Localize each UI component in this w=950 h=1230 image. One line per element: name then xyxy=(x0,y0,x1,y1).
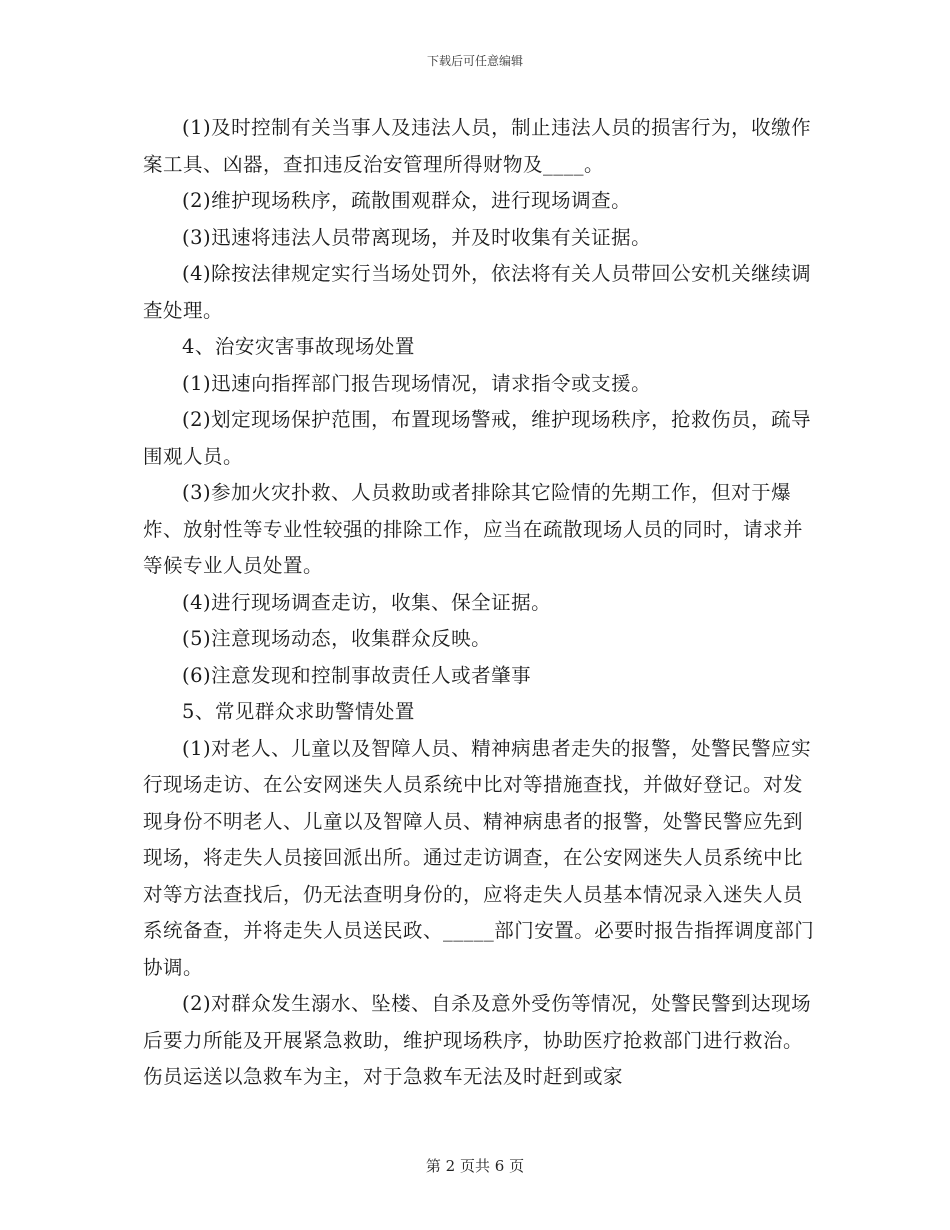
paragraph-9: (4)进行现场调查走访，收集、保全证据。 xyxy=(182,590,552,614)
paragraph-8: (3)参加火灾扑救、人员救助或者排除其它险情的先期工作，但对于爆炸、放射性等专业性较强的排除工作，应当在疏散现场人员的同时，请求并等候专业人员处置。 xyxy=(143,481,804,577)
document-body xyxy=(143,110,818,1096)
paragraph-2: (2)维护现场秩序，疏散围观群众，进行现场调查。 xyxy=(182,189,632,212)
page-number: 第 2 页共 6 页 xyxy=(425,1157,525,1175)
paragraph-14: (2)对群众发生溺水、坠楼、自杀及意外受伤等情况，处警民警到达现场后要力所能及开展紧急救助，维护现场秩序，协助医疗抢救部门进行救治。伤员运送以急救车为主，对于急救车无法及时赶到或家 xyxy=(143,992,812,1088)
paragraph-4: (4)除按法律规定实行当场处罚外，依法将有关人员带回公安机关继续调查处理。 xyxy=(143,262,812,322)
section-heading-4: 4、治安灾害事故现场处置 xyxy=(182,335,415,358)
paragraph-1: (1)及时控制有关当事人及违法人员，制止违法人员的损害行为，收缴作案工具、凶器，查扣违反治安管理所得财物及____。 xyxy=(143,116,812,176)
paragraph-10: (5)注意现场动态，收集群众反映。 xyxy=(182,627,492,650)
paragraph-6: (1)迅速向指挥部门报告现场情况，请求指令或支援。 xyxy=(182,371,652,395)
paragraph-11: (6)注意发现和控制事故责任人或者肇事 xyxy=(182,663,532,687)
page-header: 下载后可任意编辑 xyxy=(426,54,523,68)
paragraph-3: (3)迅速将违法人员带离现场，并及时收集有关证据。 xyxy=(182,225,652,249)
paragraph-13: (1)对老人、儿童以及智障人员、精神病患者走失的报警，处警民警应实行现场走访、在公安网迷失人员系统中比对等措施查找，并做好登记。对发现身份不明老人、儿童以及智障人员、精神病患者的报警，处警民警应先到现场，将走失人员接回派出所。通过走访调查，在公安网迷失人员系统中比对等方法查找后，仍无法查明身份的，应将走失人员基本情况录入迷失人员系统备查，并将走失人员送民政、_____部门安置。必要时报告指挥调度部门协调。 xyxy=(143,736,815,979)
section-heading-5: 5、常见群众求助警情处置 xyxy=(182,700,415,723)
paragraph-7: (2)划定现场保护范围，布置现场警戒，维护现场秩序，抢救伤员，疏导围观人员。 xyxy=(143,408,812,468)
